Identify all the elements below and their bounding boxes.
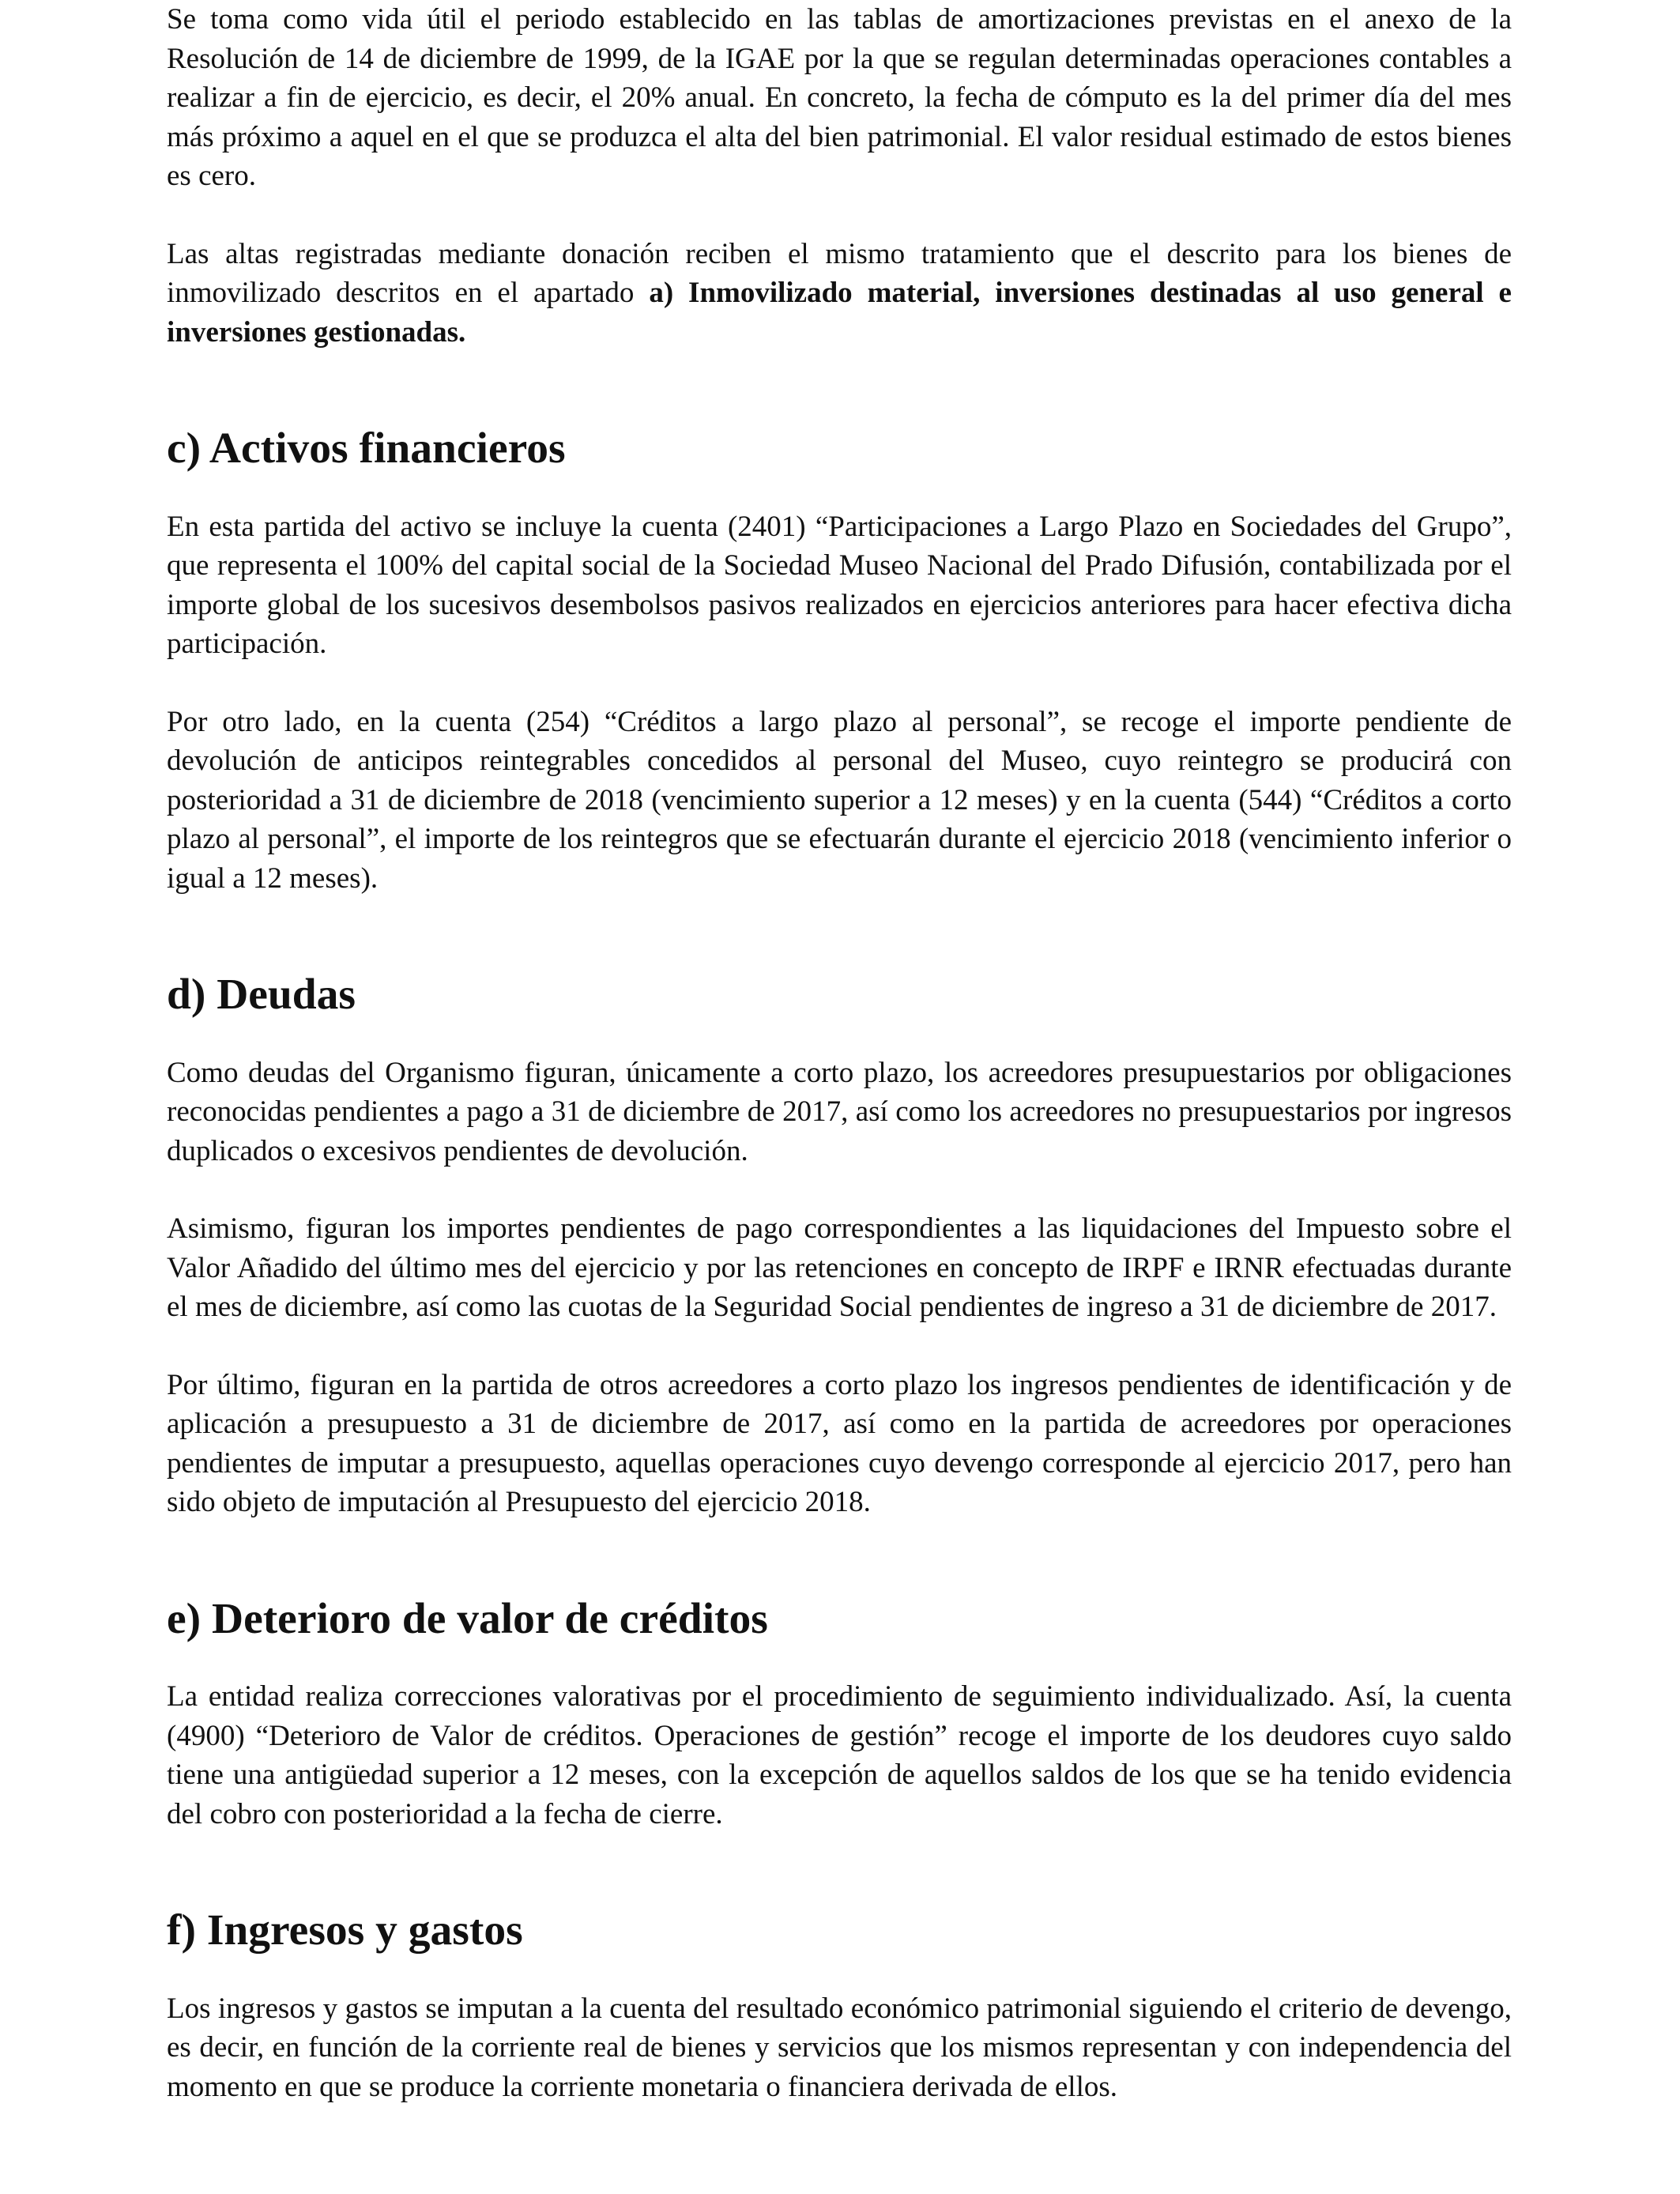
paragraph-correcciones-valorativas: La entidad realiza correcciones valorativas por el procedimiento de seguimiento individualizado. Así, la cuenta (4900) “Deterioro de Valor de créditos. Operaciones de gestión” recoge el importe de los deudores cuyo saldo tiene una antigüedad superior a 12 meses, con la excepción de aquellos saldos de los que se ha tenido evidencia del cobro con posterioridad a la fecha de cierre. (167, 1680, 1512, 1830)
section-heading-deudas: d) Deudas (167, 971, 356, 1019)
paragraph-importes-pendientes: Asimismo, figuran los importes pendientes de pago correspondientes a las liquidaciones del Impuesto sobre el Valor Añadido del último mes del ejercicio y por las retenciones en concepto de IRPF e IRNR efectuadas durante el mes de diciembre, así como las cuotas de la Seguridad Social pendientes de ingreso a 31 de diciembre de 2017. (167, 1212, 1512, 1323)
section-heading-activos-financieros: c) Activos financieros (167, 424, 566, 473)
paragraph-criterio-devengo: Los ingresos y gastos se imputan a la cuenta del resultado económico patrimonial siguiendo el criterio de devengo, es decir, en función de la corriente real de bienes y servicios que los mismos representan y con independencia del momento en que se produce la corriente monetaria o financiera derivada de ellos. (167, 1992, 1512, 2103)
paragraph-participaciones: En esta partida del activo se incluye la cuenta (2401) “Participaciones a Largo Plazo en Sociedades del Grupo”, que representa el 100% del capital social de la Sociedad Museo Nacional del Prado Difusión, contabilizada por el importe global de los sucesivos desembolsos pasivos realizados en ejercicios anteriores para hacer efectiva dicha participación. (167, 510, 1512, 660)
paragraph-otros-acreedores: Por último, figuran en la partida de otros acreedores a corto plazo los ingresos pendientes de identificación y de aplicación a presupuesto a 31 de diciembre de 2017, así como en la partida de acreedores por operaciones pendientes de imputar a presupuesto, aquellas operaciones cuyo devengo corresponde al ejercicio 2017, pero han sido objeto de imputación al Presupuesto del ejercicio 2018. (167, 1368, 1512, 1518)
paragraph-deudas-organismo: Como deudas del Organismo figuran, únicamente a corto plazo, los acreedores presupuestarios por obligaciones reconocidas pendientes a pago a 31 de diciembre de 2017, así como los acreedores no presupuestarios por ingresos duplicados o excesivos pendientes de devolución. (167, 1056, 1512, 1167)
section-heading-ingresos-gastos: f) Ingresos y gastos (167, 1906, 523, 1955)
section-heading-deterioro-creditos: e) Deterioro de valor de créditos (167, 1594, 768, 1643)
document-page (167, 0, 1512, 2106)
paragraph-donations-text: Las altas registradas mediante donación reciben el mismo tratamiento que el descrito para los bienes de inmovilizado descritos en el apartado (167, 237, 1512, 309)
paragraph-creditos-personal: Por otro lado, en la cuenta (254) “Créditos a largo plazo al personal”, se recoge el importe pendiente de devolución de anticipos reintegrables concedidos al personal del Museo, cuyo reintegro se producirá con posterioridad a 31 de diciembre de 2018 (vencimiento superior a 12 meses) y en la cuenta (544) “Créditos a corto plazo al personal”, el importe de los reintegros que se efectuarán durante el ejercicio 2018 (vencimiento inferior o igual a 12 meses). (167, 705, 1512, 895)
paragraph-donations-bold-reference: a) Inmovilizado material, inversiones destinadas al uso general e inversiones gestionadas. (167, 277, 1512, 349)
paragraph-donations (167, 235, 1512, 352)
paragraph-useful-life: Se toma como vida útil el periodo establecido en las tablas de amortizaciones previstas en el anexo de la Resolución de 14 de diciembre de 1999, de la IGAE por la que se regulan determinadas operaciones contables a realizar a fin de ejercicio, es decir, el 20% anual. En concreto, la fecha de cómputo es la del primer día del mes más próximo a aquel en el que se produzca el alta del bien patrimonial. El valor residual estimado de estos bienes es cero. (167, 3, 1512, 192)
